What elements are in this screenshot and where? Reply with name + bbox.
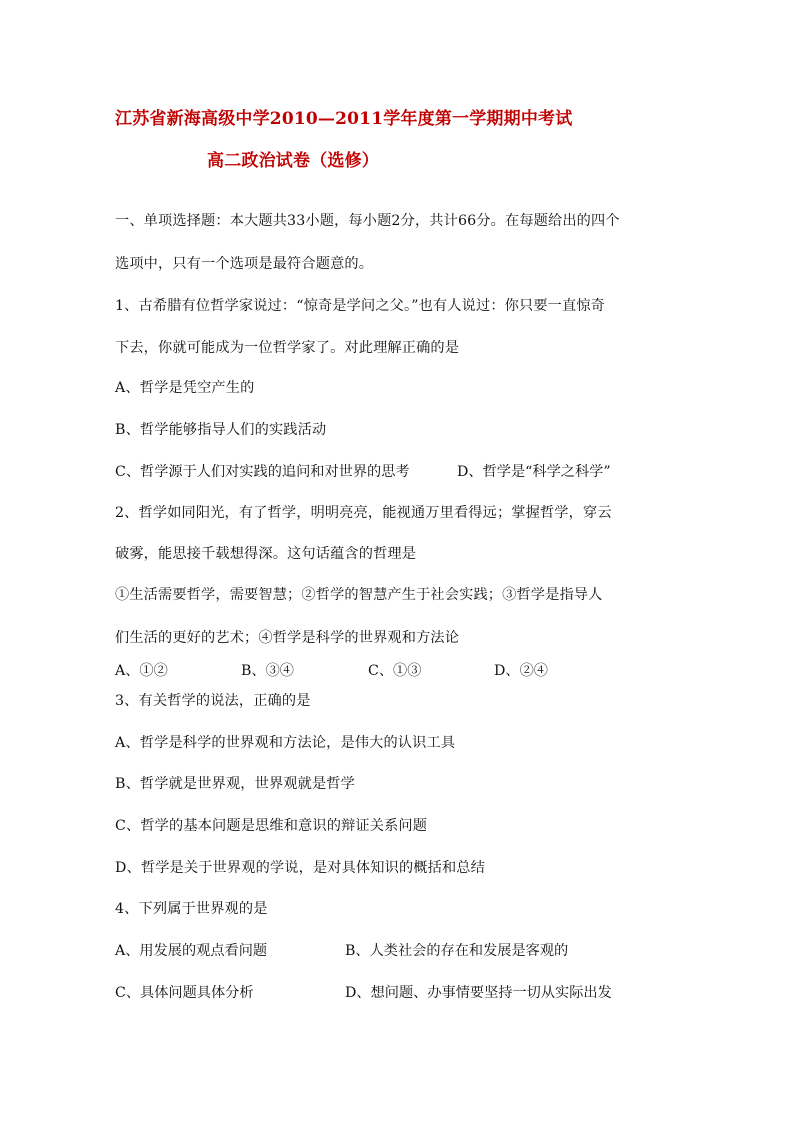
q1-option-d: D、哲学是“科学之科学”	[457, 464, 611, 480]
q3-option-d: D、哲学是关于世界观的学说，是对具体知识的概括和总结	[115, 860, 485, 876]
q4-options-cd-row	[115, 982, 675, 1002]
q3-stem: 3、有关哲学的说法，正确的是	[115, 693, 311, 709]
q1-options-cd-row	[115, 461, 675, 481]
section-intro-line-1: 一、单项选择题：本大题共33小题，每小题2分，共计66分。在每题给出的四个	[115, 213, 620, 229]
q3-option-c: C、哲学的基本问题是思维和意识的辩证关系问题	[115, 818, 428, 834]
exam-title: 江苏省新海高级中学2010—2011学年度第一学期期中考试	[115, 109, 573, 129]
exam-subtitle: 高二政治试卷（选修）	[207, 151, 379, 171]
q1-option-c: C、哲学源于人们对实践的追问和对世界的思考	[115, 464, 410, 480]
q1-option-a: A、哲学是凭空产生的	[115, 380, 255, 396]
q4-stem: 4、下列属于世界观的是	[115, 901, 268, 917]
q2-statements-line-1: ①生活需要哲学，需要智慧；②哲学的智慧产生于社会实践；③哲学是指导人	[115, 587, 603, 603]
q2-option-a: A、①②	[115, 663, 168, 679]
q2-option-d: D、②④	[494, 663, 548, 679]
section-intro-line-2: 选项中，只有一个选项是最符合题意的。	[115, 256, 374, 272]
q4-option-b: B、人类社会的存在和发展是客观的	[345, 943, 569, 959]
q4-option-c: C、具体问题具体分析	[115, 985, 254, 1001]
q2-stem-line-2: 破雾，能思接千载想得深。这句话蕴含的哲理是	[115, 546, 417, 562]
q2-option-c: C、①③	[368, 663, 422, 679]
q1-stem-line-1: 1、古希腊有位哲学家说过：“惊奇是学问之父。”也有人说过：你只要一直惊奇	[115, 298, 606, 314]
q2-option-b: B、③④	[241, 663, 294, 679]
q3-option-a: A、哲学是科学的世界观和方法论，是伟大的认识工具	[115, 735, 456, 751]
q4-options-ab-row	[115, 940, 675, 960]
q3-option-b: B、哲学就是世界观，世界观就是哲学	[115, 776, 355, 792]
q2-options-row	[115, 660, 675, 680]
q4-option-a: A、用发展的观点看问题	[115, 943, 268, 959]
q1-stem-line-2: 下去，你就可能成为一位哲学家了。对此理解正确的是	[115, 340, 460, 356]
q2-stem-line-1: 2、哲学如同阳光，有了哲学，明明亮亮，能视通万里看得远；掌握哲学，穿云	[115, 505, 612, 521]
q1-option-b: B、哲学能够指导人们的实践活动	[115, 422, 327, 438]
q2-statements-line-2: 们生活的更好的艺术；④哲学是科学的世界观和方法论	[115, 630, 460, 646]
q4-option-d: D、想问题、办事情要坚持一切从实际出发	[345, 985, 612, 1001]
